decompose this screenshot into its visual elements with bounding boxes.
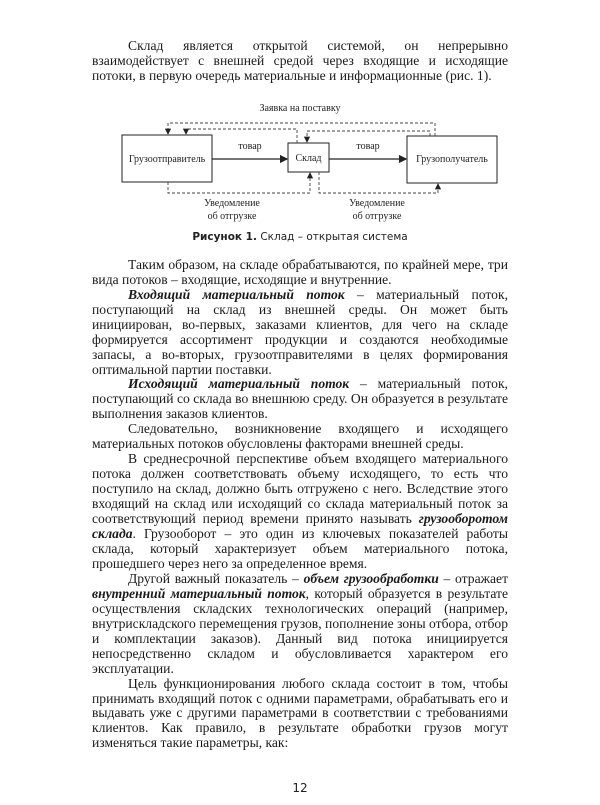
- order-label: Заявка на поставку: [259, 102, 341, 114]
- paragraph-turnover: [92, 452, 508, 572]
- paragraph-text: В среднесрочной перспективе объем входящего материального потока должен соответствовать объему исходящего, то есть что поступило на склад, должно быть отгружено с него. Вследствие этого входящий на склад или исходящий со склада материальный поток за соответствующий период времени принято называть: [92, 451, 508, 527]
- paragraph-text: – отражает: [438, 570, 509, 586]
- paragraph-external-factors: Следовательно, возникновение входящего и исходящего материальных потоков обусловлены факторами внешней среды.: [92, 421, 508, 452]
- notice-right-line2: об отгрузке: [352, 210, 402, 222]
- term-outgoing-flow: Исходящий материальный поток: [128, 376, 350, 392]
- paragraph-warehouse-goal: Цель функционирования любого склада состоит в том, чтобы принимать входящий поток с одними параметрами, обрабатывать его и выдавать уже с другими параметрами в соответствии с требованиями клиентов. Как правило, в результате обработки грузов могут изменяться такие параметры, как:: [92, 675, 508, 751]
- page-number: 12: [292, 781, 308, 796]
- warehouse-label: Склад: [295, 152, 322, 164]
- paragraph-outgoing-flow: [92, 377, 508, 422]
- notice-left-line2: об отгрузке: [207, 210, 257, 222]
- document-page: [92, 0, 508, 805]
- intro-paragraph: Склад является открытой системой, он непрерывно взаимодействует с внешней средой через входящие и исходящие потоки, в первую очередь материальные и информационные (рис. 1).: [92, 38, 508, 83]
- order-flow-consignee-to-shipper: [168, 123, 435, 136]
- paragraph-text: Другой важный показатель –: [128, 570, 304, 586]
- paragraph-text: – материальный поток, поступающий со склада во внешнюю среду. Он образуется в результате выполнения заказов клиентов.: [92, 376, 508, 422]
- consignee-label: Грузополучатель: [416, 153, 488, 165]
- notice-left-line1: Уведомление: [204, 197, 260, 209]
- caption-text: Склад – открытая система: [256, 230, 408, 243]
- term-internal-flow: внутренний материальный поток: [92, 585, 306, 601]
- goods-label-right: товар: [356, 140, 380, 152]
- paragraph-handling-volume: [92, 572, 508, 677]
- shipper-label: Грузоотправитель: [128, 153, 206, 165]
- term-incoming-flow: Входящий материальный поток: [128, 286, 345, 302]
- figure-caption: [92, 230, 508, 244]
- notice-right-line1: Уведомление: [349, 197, 405, 209]
- paragraph-flow-types: Таким образом, на складе обрабатываются, по крайней мере, три вида потоков – входящие, исходящие и внутренние.: [92, 256, 508, 287]
- caption-label: Рисунок 1.: [192, 230, 257, 243]
- term-turnover: грузооборотом склада: [92, 511, 508, 542]
- paragraph-text: . Грузооборот – это один из ключевых показателей работы склада, который характеризует объем материального потока, прошедшего через него за определенное время.: [92, 526, 508, 571]
- warehouse-open-system-diagram: [0, 94, 600, 230]
- term-handling-volume: объем грузообработки: [303, 570, 439, 586]
- diagram-container: [92, 94, 508, 230]
- goods-label-left: товар: [238, 140, 262, 152]
- paragraph-text: – материальный поток, поступающий на склад из внешней среды. Он может быть инициирован, во-первых, заказами клиентов, для чего на складе формируется ассортимент продукции и создаются необходимые запасы, а во-вторых, грузоотправителями в целях формирования оптимальной партии поставки.: [92, 286, 508, 377]
- paragraph-text: , который образуется в результате осуществления складских технологических операций (например, внутрискладского перемещения грузов, пополнение зоны отбора, отбор и комплектации заказов). Данный вид потока инициируется непосредственно складом и обусловливается характером его эксплуатации.: [92, 585, 508, 676]
- paragraph-incoming-flow: [92, 288, 508, 378]
